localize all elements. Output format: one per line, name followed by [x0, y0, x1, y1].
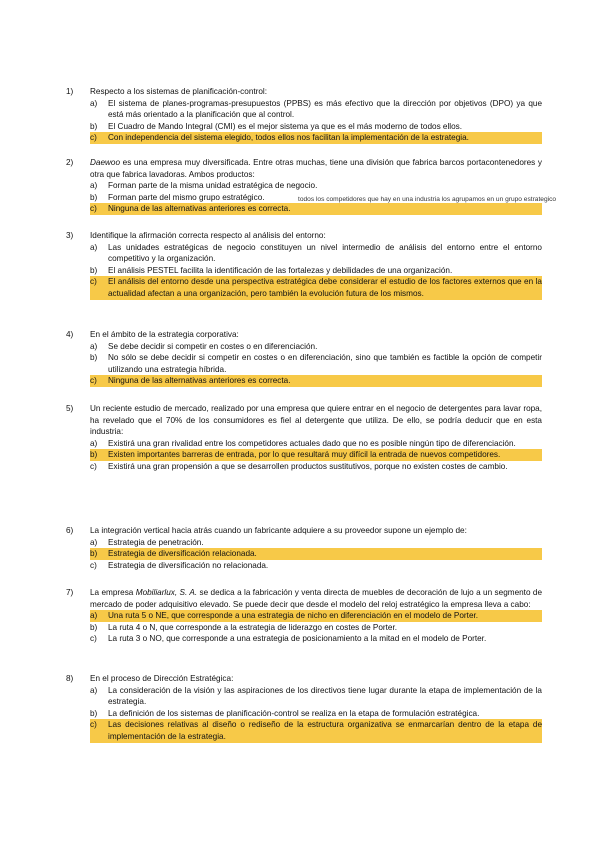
- option-text: La ruta 4 o N, que corresponde a la estrategia de liderazgo en costes de Porter.: [108, 622, 398, 632]
- question-stem: [66, 525, 542, 537]
- option-text: La consideración de la visión y las aspiraciones de los directivos tiene lugar durante la etapa de implementación de la estrategia.: [108, 685, 542, 707]
- question-text-body: En el proceso de Dirección Estratégica:: [90, 674, 234, 683]
- option-text: La definición de los sistemas de planificación-control se realiza en la etapa de formulación estratégica.: [108, 708, 480, 718]
- question-text: [90, 329, 542, 341]
- question-text-body: Respecto a los sistemas de planificación-control:: [90, 87, 268, 96]
- option-letter: a): [90, 341, 98, 351]
- question-stem: [66, 587, 542, 610]
- question-1: [66, 86, 542, 144]
- answer-option-b: [90, 265, 542, 277]
- answer-option-b: [90, 708, 542, 720]
- question-2: [66, 157, 542, 215]
- option-letter: c): [90, 560, 97, 570]
- answer-option-c: [90, 560, 542, 572]
- option-letter: a): [90, 537, 98, 547]
- question-stem: [66, 157, 542, 180]
- question-text-body: se dedica a la fabricación y venta directa de muebles de decoración de lujo a un segmento de mercado de poder adquisitivo elevado. Se puede decir que desde el modelo del reloj estratégico la empresa lleva a cabo:: [90, 588, 543, 609]
- answer-option-a: [90, 685, 542, 708]
- question-text: [90, 673, 542, 685]
- option-text: El Cuadro de Mando Integral (CMI) es el mejor sistema ya que es el más moderno de todos ellos.: [108, 121, 463, 131]
- question-text: [90, 86, 542, 98]
- option-text: El sistema de planes-programas-presupuestos (PPBS) es más efectivo que la dirección por objetivos (DPO) ya que está más orientado a la planificación que al control.: [108, 98, 542, 120]
- option-text: Estrategia de diversificación relacionada.: [108, 548, 542, 560]
- question-stem: [66, 329, 542, 341]
- question-8: [66, 673, 542, 743]
- answer-option-c: [90, 203, 542, 215]
- option-letter: c): [90, 720, 97, 730]
- answer-option-b: [90, 352, 542, 375]
- question-number: 8): [66, 674, 74, 683]
- question-text: [90, 230, 542, 242]
- option-text: No sólo se debe decidir si competir en costes o en diferenciación, sino que también es factible la opción de competir utilizando una estrategia híbrida.: [108, 353, 542, 374]
- option-text: El análisis PESTEL facilita la identificación de las fortalezas y debilidades de una organización.: [108, 265, 453, 275]
- option-text: Las decisiones relativas al diseño o rediseño de la estructura organizativa se enmarcarían dentro de la etapa de implementación de la estrategia.: [108, 720, 542, 741]
- answer-option-a: [90, 537, 542, 549]
- answer-option-c: [90, 132, 542, 144]
- question-text-body: La integración vertical hacia atrás cuando un fabricante adquiere a su proveedor supone un ejemplo de:: [90, 526, 467, 535]
- option-letter: b): [90, 708, 98, 718]
- question-number: 1): [66, 87, 74, 96]
- answer-option-c: [90, 375, 542, 387]
- question-number: 2): [66, 158, 74, 167]
- option-text: El análisis del entorno desde una perspectiva estratégica debe considerar el estudio de los factores externos que en la actualidad afectan a una organización, pero también la evolución futura de los mismos.: [108, 277, 542, 298]
- answer-option-a: [90, 438, 542, 450]
- option-text: Existirá una gran rivalidad entre los competidores actuales dado que no es posible ningún tipo de diferenciación.: [108, 438, 516, 448]
- option-text: Estrategia de penetración.: [108, 537, 204, 547]
- answer-option-a: [90, 341, 542, 353]
- option-text: Estrategia de diversificación no relacionada.: [108, 560, 269, 570]
- option-text: Con independencia del sistema elegido, todos ellos nos facilitan la implementación de la estrategia.: [108, 132, 542, 144]
- option-letter: c): [90, 133, 97, 143]
- option-text: La ruta 3 o NO, que corresponde a una estrategia de posicionamiento a la mitad en el modelo de Porter.: [108, 634, 487, 644]
- company-name: Daewoo: [90, 158, 121, 167]
- option-letter: c): [90, 277, 97, 287]
- question-text: [90, 525, 542, 537]
- option-letter: b): [90, 192, 98, 202]
- question-text: [90, 403, 542, 438]
- question-text-body: es una empresa muy diversificada. Entre otras muchas, tiene una división que fabrica barcos portacontenedores y otra que fabrica lavadoras. Ambos productos:: [90, 158, 542, 179]
- option-text: Forman parte del mismo grupo estratégico.: [108, 192, 265, 202]
- answer-option-a: [90, 610, 542, 622]
- option-text: Ninguna de las alternativas anteriores es correcta.: [108, 203, 542, 215]
- answer-option-b: [90, 121, 542, 133]
- answer-option-a: [90, 98, 542, 121]
- option-letter: c): [90, 461, 97, 471]
- option-letter: b): [90, 121, 98, 131]
- answer-option-a: [90, 180, 542, 192]
- question-text-pre: La empresa: [90, 588, 136, 597]
- question-number: 6): [66, 526, 74, 535]
- option-letter: b): [90, 549, 98, 559]
- option-text: Una ruta 5 o NE, que corresponde a una estrategia de nicho en diferenciación en el modelo de Porter.: [108, 610, 542, 622]
- option-letter: c): [90, 376, 97, 386]
- question-number: 7): [66, 588, 74, 597]
- handwritten-note: todos los competidores que hay en una industria los agrupamos en un grupo estrategico: [298, 196, 557, 203]
- answer-option-b: [90, 622, 542, 634]
- answer-option-c: [90, 719, 542, 742]
- question-text: [90, 157, 542, 180]
- question-5: [66, 403, 542, 473]
- question-7: [66, 587, 542, 645]
- option-letter: a): [90, 611, 98, 621]
- company-name: Mobiliarlux, S. A.: [135, 588, 198, 597]
- question-stem: [66, 673, 542, 685]
- answer-option-c: [90, 633, 542, 645]
- answer-option-c: [90, 276, 542, 299]
- option-text: Se debe decidir si competir en costes o en diferenciación.: [108, 341, 318, 351]
- option-letter: b): [90, 450, 98, 460]
- answer-option-a: [90, 242, 542, 265]
- question-text: [90, 587, 542, 610]
- option-letter: a): [90, 438, 98, 448]
- option-letter: b): [90, 622, 98, 632]
- option-text: Ninguna de las alternativas anteriores es correcta.: [108, 375, 542, 387]
- option-letter: a): [90, 98, 98, 108]
- option-text: Existen importantes barreras de entrada, por lo que resultará muy difícil la entrada de nuevos competidores.: [108, 449, 542, 461]
- question-4: [66, 329, 542, 387]
- option-letter: b): [90, 353, 98, 363]
- option-text: Las unidades estratégicas de negocio constituyen un nivel intermedio de análisis del entorno entre el entorno competitivo y la organización.: [108, 242, 542, 264]
- question-stem: [66, 86, 542, 98]
- option-text: Forman parte de la misma unidad estratégica de negocio.: [108, 181, 318, 191]
- option-letter: b): [90, 265, 98, 275]
- question-text-body: Un reciente estudio de mercado, realizado por una empresa que quiere entrar en el negocio de detergentes para lavar ropa, ha revelado que el 70% de los consumidores es fiel al detergente que utiliza. De ello, se podría deducir que en esta industria:: [90, 404, 542, 437]
- option-letter: a): [90, 181, 98, 191]
- question-number: 5): [66, 404, 74, 413]
- question-text-body: Identifique la afirmación correcta respecto al análisis del entorno:: [90, 231, 326, 240]
- question-6: [66, 525, 542, 571]
- option-letter: a): [90, 685, 98, 695]
- option-letter: c): [90, 204, 97, 214]
- question-3: [66, 230, 542, 300]
- question-text-body: En el ámbito de la estrategia corporativa:: [90, 330, 239, 339]
- question-number: 3): [66, 231, 74, 240]
- answer-option-c: [90, 461, 542, 473]
- question-stem: [66, 230, 542, 242]
- question-stem: [66, 403, 542, 438]
- option-letter: c): [90, 634, 97, 644]
- answer-option-b: [90, 449, 542, 461]
- option-letter: a): [90, 242, 98, 252]
- question-number: 4): [66, 330, 74, 339]
- answer-option-b: [90, 548, 542, 560]
- option-text: Existirá una gran propensión a que se desarrollen productos sustitutivos, porque no existen costes de cambio.: [108, 461, 508, 471]
